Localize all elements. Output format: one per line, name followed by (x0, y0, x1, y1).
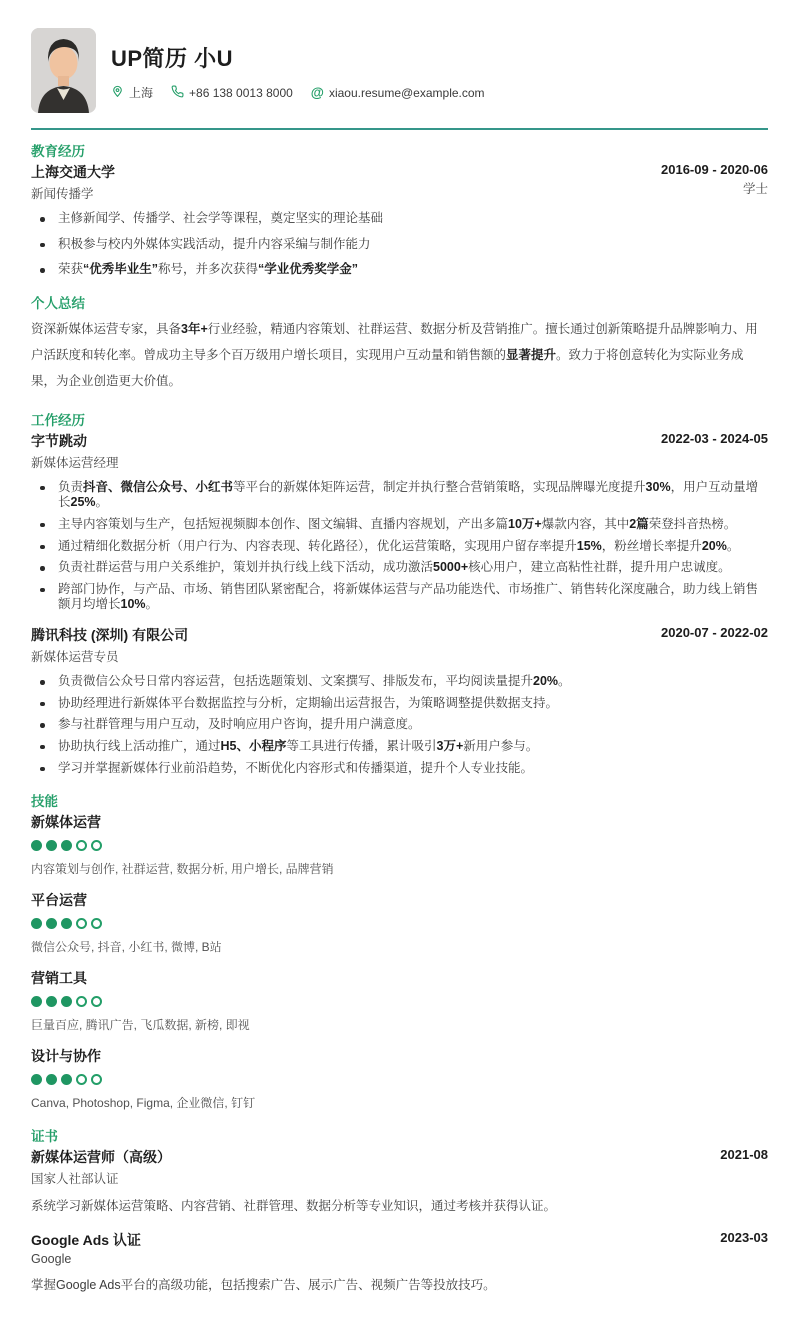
section-title-work: 工作经历 (31, 412, 85, 428)
education-major: 新闻传播学 (31, 187, 94, 201)
certificate-date: 2023-03 (720, 1229, 768, 1245)
skill-level (31, 840, 768, 851)
certificate-head (31, 1147, 768, 1187)
bullet-item: 负责社群运营与用户关系维护，策划并执行线上线下活动，成功激活5000+核心用户，建立高粘性社群，提升用户忠诚度。 (31, 560, 768, 576)
job-head (31, 431, 768, 471)
candidate-name: UP简历 小U (111, 46, 234, 71)
certificate-desc: 系统学习新媒体运营策略、内容营销、社群管理、数据分析等专业知识，通过考核并获得认证。 (31, 1199, 557, 1214)
job-role: 新媒体运营专员 (31, 650, 119, 664)
summary-paragraph: 资深新媒体运营专家，具备3年+行业经验，精通内容策划、社群运营、数据分析及营销推广。擅长通过创新策略提升品牌影响力、用户活跃度和转化率。曾成功主导多个百万级用户增长项目，实现用户互动量和销售额的显著提升。致力于将创意转化为实际业务成果，为企业创造更大价值。 (31, 321, 758, 389)
certificate-main (31, 1147, 171, 1187)
skill-name: 新媒体运营 (31, 814, 101, 831)
section-summary (31, 292, 768, 395)
certificate-desc: 掌握Google Ads平台的高级功能，包括搜索广告、展示广告、视频广告等投放技巧。 (31, 1277, 496, 1292)
header-info (111, 40, 485, 101)
contact-location-text: 上海 (129, 86, 154, 100)
section-skills (31, 790, 768, 1111)
skill-detail: 巨量百应, 腾讯广告, 飞瓜数据, 新榜, 即视 (31, 1018, 250, 1033)
job-head (31, 625, 768, 665)
bullet-item: 参与社群管理与用户互动，及时响应用户咨询，提升用户满意度。 (31, 717, 768, 733)
job-side (661, 625, 768, 640)
skill-item (31, 1046, 768, 1111)
bullet-item: 负责抖音、微信公众号、小红书等平台的新媒体矩阵运营，制定并执行整合营销策略，实现品牌曝光度提升30%，用户互动量增长25%。 (31, 480, 768, 511)
skill-level-dot (31, 996, 42, 1007)
certificate-date: 2021-08 (720, 1147, 768, 1163)
skill-level-dot (91, 1074, 102, 1085)
certificate-issuer: 国家人社部认证 (31, 1172, 119, 1187)
education-side (661, 162, 768, 197)
bullet-item: 协助执行线上活动推广，通过H5、小程序等工具进行传播，累计吸引3万+新用户参与。 (31, 739, 768, 755)
bullet-item: 荣获“优秀毕业生”称号，并多次获得“学业优秀奖学金” (31, 262, 768, 278)
certificate-side (720, 1147, 768, 1162)
bullet-item: 主修新闻学、传播学、社会学等课程，奠定坚实的理论基础 (31, 211, 768, 227)
certificate-entry (31, 1230, 768, 1295)
certificate-name: 新媒体运营师（高级） (31, 1149, 171, 1166)
section-title-education: 教育经历 (31, 144, 85, 159)
certificate-main (31, 1230, 141, 1266)
section-title-skills: 技能 (31, 794, 58, 810)
location-pin-icon (111, 85, 124, 101)
profile-photo-illustration (31, 28, 96, 113)
job-role: 新媒体运营经理 (31, 455, 119, 470)
certificate-head (31, 1230, 768, 1266)
skill-level (31, 1074, 768, 1085)
skill-level-dot (91, 996, 102, 1007)
job-main (31, 625, 188, 665)
skill-level-dot (76, 996, 87, 1007)
at-icon: @ (310, 84, 324, 100)
contact-phone (171, 85, 293, 101)
education-main (31, 162, 115, 202)
company-name: 字节跳动 (31, 432, 87, 449)
certificate-issuer: Google (31, 1251, 72, 1266)
certificate-name: Google Ads 认证 (31, 1231, 141, 1248)
skill-detail: 微信公众号, 抖音, 小红书, 微博, B站 (31, 940, 222, 955)
bullet-item: 积极参与校内外媒体实践活动，提升内容采编与制作能力 (31, 237, 768, 253)
company-name: 腾讯科技 (深圳) 有限公司 (31, 627, 189, 643)
job-main (31, 431, 119, 471)
skill-level-dot (76, 918, 87, 929)
job-bullet-list (31, 674, 768, 776)
skill-name: 平台运营 (31, 892, 87, 909)
skill-level-dot (76, 1074, 87, 1085)
skill-detail: 内容策划与创作, 社群运营, 数据分析, 用户增长, 品牌营销 (31, 862, 334, 877)
education-degree: 学士 (742, 182, 768, 196)
contact-email (311, 86, 485, 100)
skill-level-dot (61, 996, 72, 1007)
skill-level (31, 996, 768, 1007)
profile-photo (31, 28, 96, 113)
skill-level-dot (61, 918, 72, 929)
contact-email-text: xiaou.resume@example.com (328, 85, 485, 100)
resume-header (31, 28, 768, 113)
bullet-item: 跨部门协作，与产品、市场、销售团队紧密配合，将新媒体运营与产品功能迭代、市场推广、销售转化深度融合，助力线上销售额月均增长10%。 (31, 582, 768, 613)
education-dates: 2016-09 - 2020-06 (661, 162, 768, 177)
skill-detail: Canva, Photoshop, Figma, 企业微信, 钉钉 (31, 1096, 256, 1111)
skill-level-dot (31, 1074, 42, 1085)
section-title-summary: 个人总结 (31, 295, 85, 311)
contact-row (111, 84, 485, 101)
job-entry (31, 625, 768, 776)
section-title-certificates: 证书 (31, 1129, 58, 1145)
certificate-side (720, 1230, 768, 1245)
contact-location (111, 84, 153, 101)
skill-level-dot (61, 1074, 72, 1085)
skill-level (31, 918, 768, 929)
job-bullet-list (31, 480, 768, 613)
skill-item (31, 968, 768, 1033)
job-dates: 2022-03 - 2024-05 (661, 430, 768, 446)
section-education (31, 140, 768, 278)
section-work (31, 409, 768, 777)
phone-icon (171, 85, 184, 101)
bullet-item: 负责微信公众号日常内容运营，包括选题策划、文案撰写、排版发布，平均阅读量提升20%。 (31, 674, 768, 690)
skill-level-dot (91, 840, 102, 851)
skill-level-dot (46, 996, 57, 1007)
skill-item (31, 890, 768, 955)
contact-phone-text: +86 138 0013 8000 (189, 85, 293, 100)
school-name: 上海交通大学 (31, 164, 115, 180)
skill-level-dot (31, 840, 42, 851)
education-bullet-list (31, 211, 768, 278)
section-certificates (31, 1125, 768, 1295)
skill-level-dot (31, 918, 42, 929)
education-entry (31, 162, 768, 202)
job-side (661, 431, 768, 446)
bullet-item: 学习并掌握新媒体行业前沿趋势，不断优化内容形式和传播渠道，提升个人专业技能。 (31, 761, 768, 777)
job-dates: 2020-07 - 2022-02 (661, 625, 768, 640)
bullet-item: 协助经理进行新媒体平台数据监控与分析，定期输出运营报告，为策略调整提供数据支持。 (31, 696, 768, 712)
skill-level-dot (46, 840, 57, 851)
job-entry (31, 431, 768, 613)
skill-level-dot (46, 1074, 57, 1085)
skill-name: 设计与协作 (31, 1048, 101, 1065)
skill-level-dot (46, 918, 57, 929)
skill-name: 营销工具 (31, 970, 87, 987)
certificate-entry (31, 1147, 768, 1216)
skill-level-dot (61, 840, 72, 851)
bullet-item: 通过精细化数据分析（用户行为、内容表现、转化路径），优化运营策略，实现用户留存率提升15%，粉丝增长率提升20%。 (31, 539, 768, 555)
bullet-item: 主导内容策划与生产，包括短视频脚本创作、图文编辑、直播内容规划，产出多篇10万+爆款内容，其中2篇荣登抖音热榜。 (31, 517, 768, 533)
skill-level-dot (91, 918, 102, 929)
header-divider (31, 128, 768, 130)
skill-item (31, 812, 768, 877)
skill-level-dot (76, 840, 87, 851)
